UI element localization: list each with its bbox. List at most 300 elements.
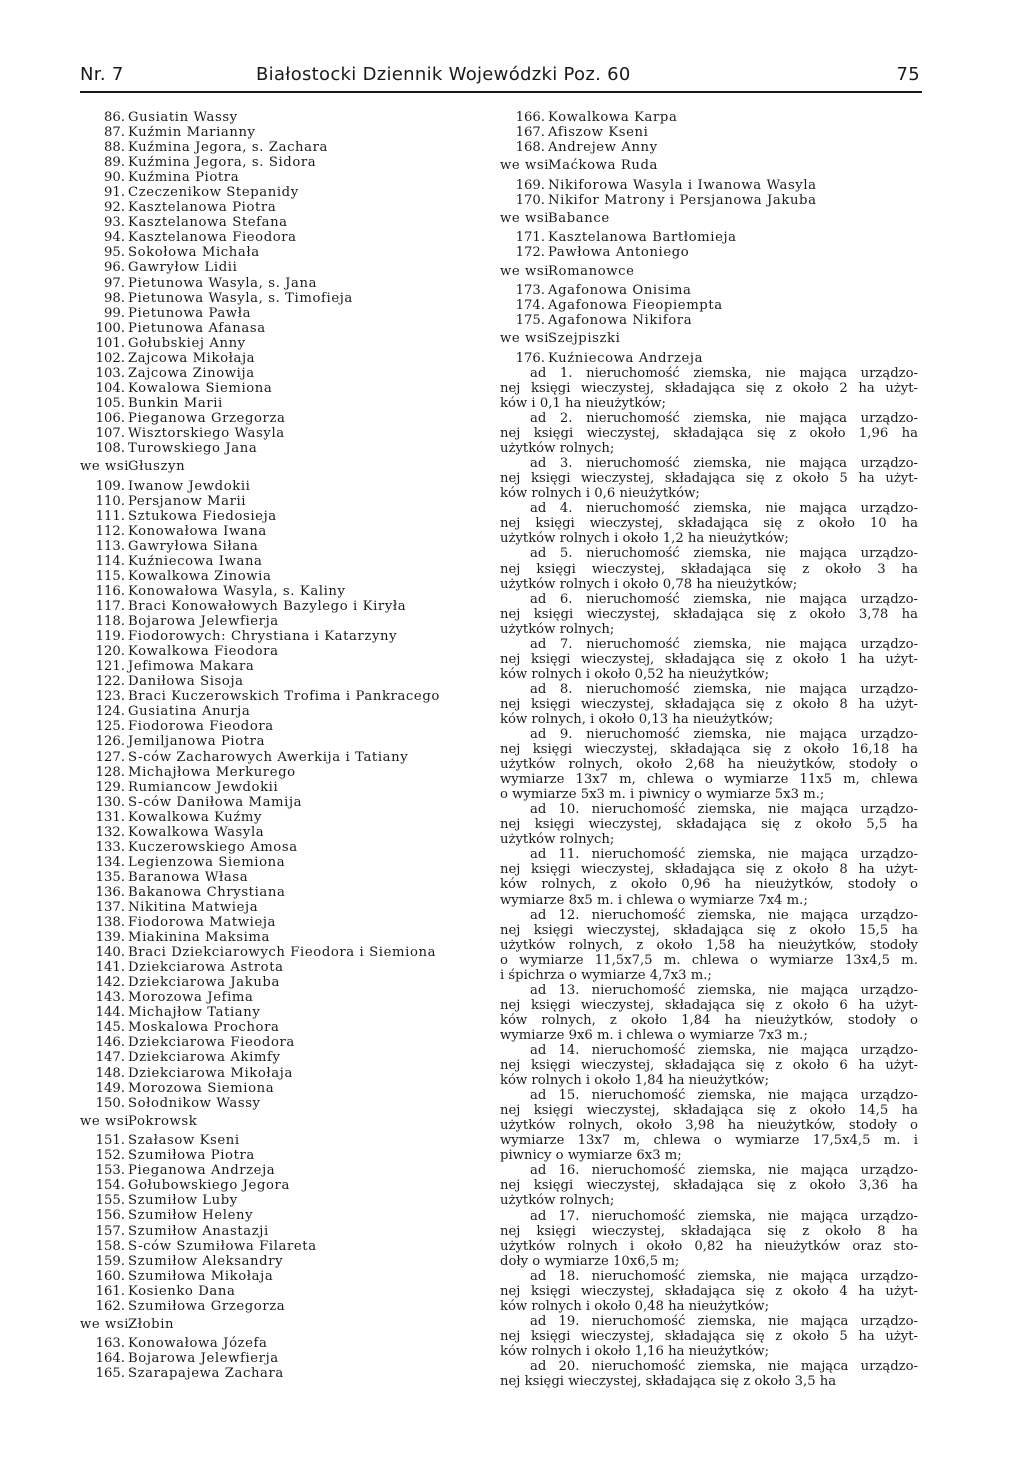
list-item [80,276,480,291]
item-number: 143. [95,990,125,1006]
ad-line: wymiarze 8x5 m. i chlewa o wymiarze 7x4 m.; [500,892,808,908]
item-name: Wisztorskiego Wasyla [128,425,285,441]
item-name: Gołubskiej Anny [128,335,246,351]
item-name: Nikifor Matrony i Persjanowa Jakuba [548,192,817,208]
item-number: 148. [95,1065,125,1081]
ad-paragraph [500,1269,918,1314]
item-name: Fiodorowych: Chrystiana i Katarzyny [128,629,398,645]
village-prefix-wsi: wsi [105,1113,130,1129]
item-number: 130. [95,794,125,810]
item-name: Zajcowa Mikołaja [128,350,256,366]
ad-line: ad 14. nieruchomość ziemska, nie mająca urządzo- [530,1043,918,1058]
village-prefix-we: we [500,263,521,279]
item-name: Kuczerowskiego Amosa [128,839,298,855]
item-number: 100. [95,320,125,336]
ad-paragraph [500,501,918,546]
village-heading [500,208,918,231]
item-name: Sołodnikow Wassy [128,1095,261,1111]
list-item [80,260,480,275]
item-number: 121. [95,659,125,675]
item-name: Kuźmina Jegora, s. Zachara [128,140,328,156]
village-prefix-we: we [80,1113,101,1129]
list-item [80,1066,480,1081]
ad-line: o wymiarze 5x3 m. i piwnicy o wymiarze 5x3 m.; [500,787,825,803]
item-name: Fiodorowa Fieodora [128,719,274,735]
village-name: Maćkowa Ruda [548,158,658,174]
list-item [500,283,918,298]
ad-line: wymiarze 9x6 m. i chlewa o wymiarze 7x3 m.; [500,1027,808,1043]
ad-line: ków rolnych i około 0,48 ha nieużytków; [500,1298,770,1314]
item-name: Dziekciarowa Fieodora [128,1035,295,1051]
item-number: 101. [95,335,125,351]
ad-line: ków rolnych i około 1,16 ha nieużytków; [500,1343,770,1359]
ad-line: ad 16. nieruchomość ziemska, nie mająca urządzo- [530,1163,918,1179]
list-item [500,313,918,328]
list-item [80,215,480,230]
item-number: 176. [515,350,545,366]
ad-line: nej księgi wieczystej, składająca się z około 16,18 ha [500,742,918,758]
ad-line: nej księgi wieczystej, składająca się z około 3 ha [500,561,918,577]
list-item [80,336,480,351]
issue-number: Nr. 7 [80,64,124,85]
list-item [80,900,480,915]
list-item [80,524,480,539]
item-name: Kowalkowa Fieodora [128,644,279,660]
item-number: 161. [95,1283,125,1299]
item-number: 104. [95,380,125,396]
item-number: 94. [104,230,125,246]
item-number: 131. [95,809,125,825]
item-name: Nikitina Matwieja [128,899,259,915]
item-name: Pietunowa Wasyla, s. Jana [128,275,318,291]
list-item [80,825,480,840]
ad-line: użytków rolnych; [500,621,615,637]
item-number: 133. [95,839,125,855]
ad-line: nej księgi wieczystej, składająca się z około 5 ha użyt- [500,471,918,487]
item-name: Szumiłowa Grzegorza [128,1298,286,1314]
list-item [80,614,480,629]
list-item [80,539,480,554]
list-item [80,644,480,659]
item-name: Michajłowa Merkurego [128,764,296,780]
list-item [80,170,480,185]
item-number: 168. [515,140,545,156]
item-name: Szumiłow Aleksandry [128,1253,284,1269]
item-name: Konowałowa Wasyla, s. Kaliny [128,584,346,599]
ad-line: ków i 0,1 ha nieużytków; [500,395,666,411]
item-name: Nikiforowa Wasyla i Iwanowa Wasyla [548,177,817,193]
ad-paragraph [500,1209,918,1269]
list-item [80,321,480,336]
list-item [80,1148,480,1163]
item-name: Szarapajewa Zachara [128,1366,284,1382]
ad-line: ad 5. nieruchomość ziemska, nie mająca urządzo- [530,546,918,562]
item-name: Szumiłow Anastazji [128,1223,269,1239]
village-prefix-we: we [500,210,521,226]
ad-line: piwnicy o wymiarze 6x3 m; [500,1148,682,1164]
list-item [80,1081,480,1096]
list-item [80,110,480,125]
left-column [80,110,480,1382]
item-number: 147. [95,1050,125,1066]
item-name: Szumiłow Heleny [128,1208,254,1224]
list-item [80,689,480,704]
list-item [80,795,480,810]
list-item [80,1163,480,1178]
item-number: 106. [95,410,125,426]
publication-title: Białostocki Dziennik Wojewódzki Poz. 60 [256,64,631,85]
ad-line: ad 10. nieruchomość ziemska, nie mająca urządzo- [530,802,918,818]
list-item [80,1224,480,1239]
list-item [80,960,480,975]
ad-line: użytków rolnych i około 0,78 ha nieużytków; [500,576,798,592]
ad-line: wymiarze 13x7 m, chlewa o wymiarze 17,5x4,5 m. i [500,1133,918,1149]
item-number: 171. [515,230,545,246]
list-item [80,780,480,795]
list-item [80,734,480,749]
list-item [80,479,480,494]
list-item [80,381,480,396]
item-name: Kuźniecowa Iwana [128,553,263,569]
header-rule [80,91,922,93]
item-number: 153. [95,1163,125,1179]
item-number: 174. [515,298,545,314]
village-prefix-we: we [80,1316,101,1332]
item-name: Pawłowa Antoniego [548,245,690,261]
village-name: Szejpiszki [548,331,621,347]
list-item [80,1193,480,1208]
list-item [80,945,480,960]
item-number: 160. [95,1268,125,1284]
ad-line: nej księgi wieczystej, składająca się z około 1 ha użyt- [500,651,918,667]
item-name: Pietunowa Afanasa [128,320,266,336]
item-name: Daniłowa Sisoja [128,674,244,690]
list-item [80,855,480,870]
ad-paragraph [500,1359,918,1389]
list-item [80,674,480,689]
item-number: 149. [95,1080,125,1096]
ad-line: użytków rolnych, około 2,68 ha nieużytków, stodoły o [500,757,918,773]
ad-line: ad 20. nieruchomość ziemska, nie mająca urządzo- [530,1358,918,1374]
ad-paragraph [500,592,918,637]
ad-line: użytków rolnych, z około 1,58 ha nieużytków, stodoły [500,937,918,953]
village-heading [80,1111,480,1134]
item-number: 108. [95,441,125,457]
item-name: Kasztelanowa Stefana [128,215,288,231]
list-item [500,230,918,245]
item-name: Kasztelanowa Piotra [128,200,277,216]
list-item [80,291,480,306]
item-number: 134. [95,854,125,870]
item-number: 136. [95,884,125,900]
item-name: Moskalowa Prochora [128,1020,280,1036]
list-item [80,155,480,170]
item-name: Pietunowa Wasyla, s. Timofieja [128,290,353,306]
ad-paragraph [500,802,918,847]
item-number: 164. [95,1351,125,1367]
ad-line: użytków rolnych, około 3,98 ha nieużytków, stodoły o [500,1118,918,1134]
item-name: S-ców Daniłowa Mamija [128,794,303,810]
item-number: 154. [95,1178,125,1194]
ad-line: doły o wymiarze 10x6,5 m; [500,1253,680,1269]
item-number: 124. [95,704,125,720]
list-item [80,930,480,945]
item-number: 126. [95,734,125,750]
ad-paragraph [500,727,918,802]
item-number: 151. [95,1133,125,1149]
item-number: 144. [95,1005,125,1021]
ad-line: użytków rolnych; [500,441,615,457]
ad-line: nej księgi wieczystej, składająca się z około 6 ha użyt- [500,1058,918,1074]
list-item [80,810,480,825]
item-name: Bojarowa Jelewfierja [128,614,279,630]
list-item [80,704,480,719]
item-name: Szumiłowa Mikołaja [128,1268,274,1284]
item-number: 119. [95,629,125,645]
item-name: Braci Kuczerowskich Trofima i Pankracego [128,689,440,705]
list-item [80,1336,480,1351]
item-number: 137. [95,899,125,915]
ad-line: nej księgi wieczystej, składająca się z około 3,78 ha [500,606,918,622]
item-name: Bakanowa Chrystiana [128,884,286,900]
item-name: Konowałowa Józefa [128,1336,268,1352]
item-number: 96. [104,260,125,276]
item-number: 138. [95,915,125,931]
list-item [80,990,480,1005]
item-name: Legienzowa Siemiona [128,854,286,870]
list-item [80,915,480,930]
ad-line: o wymiarze 11,5x7,5 m. chlewa o wymiarze 13x4,5 m. [500,952,918,968]
item-number: 118. [95,614,125,630]
list-item [80,125,480,140]
item-number: 166. [515,110,545,125]
list-item [80,245,480,260]
list-item [80,719,480,734]
ad-line: nej księgi wieczystej, składająca się z około 1,96 ha [500,426,918,442]
page-header [80,64,920,88]
item-number: 105. [95,395,125,411]
item-name: Kosienko Dana [128,1283,236,1299]
village-prefix-wsi: wsi [525,158,550,174]
item-name: Persjanow Marii [128,493,247,509]
list-item [80,1284,480,1299]
list-item [80,584,480,599]
item-number: 142. [95,975,125,991]
ad-line: nej księgi wieczystej, składająca się z około 2 ha użyt- [500,380,918,396]
item-number: 152. [95,1148,125,1164]
item-number: 150. [95,1095,125,1111]
item-name: Pieganowa Grzegorza [128,410,286,426]
ad-line: nej księgi wieczystej, składająca się z około 10 ha [500,516,918,532]
item-number: 107. [95,425,125,441]
item-number: 86. [104,110,125,125]
item-name: Iwanow Jewdokii [128,478,251,494]
item-number: 92. [104,200,125,216]
item-number: 129. [95,779,125,795]
list-item [80,411,480,426]
item-name: Kowalowa Siemiona [128,380,273,396]
ad-line: ków rolnych i około 0,52 ha nieużytków; [500,666,770,682]
list-item [80,351,480,366]
item-name: Bojarowa Jelewfierja [128,1351,279,1367]
ad-line: nej księgi wieczystej, składająca się z około 15,5 ha [500,922,918,938]
ad-line: nej księgi wieczystej, składająca się z około 8 ha użyt- [500,696,918,712]
village-name: Złobin [128,1316,175,1332]
item-name: Sokołowa Michała [128,245,260,261]
list-item [80,1178,480,1193]
item-name: Dziekciarowa Astrota [128,960,284,976]
ad-line: ków rolnych, z około 1,84 ha nieużytków, stodoły o [500,1012,918,1028]
list-item [500,178,918,193]
village-prefix-wsi: wsi [525,331,550,347]
village-heading [500,261,918,284]
item-name: Kowalkowa Kuźmy [128,809,263,825]
page-number: 75 [896,64,920,85]
item-number: 91. [104,185,125,201]
ad-line: nej księgi wieczystej, składająca się z około 6 ha użyt- [500,997,918,1013]
ad-line: ad 2. nieruchomość ziemska, nie mająca urządzo- [530,411,918,427]
item-name: Baranowa Własa [128,869,249,885]
ad-line: nej księgi wieczystej, składająca się z około 3,5 ha [500,1374,837,1390]
list-item [500,193,918,208]
ad-line: ad 3. nieruchomość ziemska, nie mająca urządzo- [530,456,918,472]
list-item [80,1269,480,1284]
ad-paragraph [500,983,918,1043]
item-name: Morozowa Siemiona [128,1080,275,1096]
item-number: 158. [95,1238,125,1254]
item-name: Gołubowskiego Jegora [128,1178,290,1194]
item-number: 93. [104,215,125,231]
village-prefix-wsi: wsi [105,1316,130,1332]
list-item [80,765,480,780]
item-number: 111. [95,508,125,524]
item-number: 128. [95,764,125,780]
item-name: Agafonowa Nikifora [548,313,693,329]
ad-line: ad 4. nieruchomość ziemska, nie mająca urządzo- [530,501,918,517]
item-number: 88. [104,140,125,156]
item-name: Gusiatina Anurja [128,704,251,720]
list-item [80,659,480,674]
item-number: 115. [95,568,125,584]
ad-line: nej księgi wieczystej, składająca się z około 14,5 ha [500,1103,918,1119]
item-name: Jemiljanowa Piotra [128,734,266,750]
ad-paragraph [500,1314,918,1359]
item-number: 146. [95,1035,125,1051]
list-item [500,245,918,260]
item-number: 170. [515,192,545,208]
list-item [80,840,480,855]
item-name: Miakinina Maksima [128,930,270,946]
ad-line: ków rolnych, i około 0,13 ha nieużytków; [500,711,774,727]
item-name: Zajcowa Zinowija [128,365,255,381]
ad-line: użytków rolnych; [500,1193,615,1209]
list-item [500,351,918,366]
item-name: Szałasow Kseni [128,1133,240,1149]
item-name: Jefimowa Makara [128,659,255,675]
item-number: 163. [95,1336,125,1352]
right-column [500,110,918,1389]
list-item [80,200,480,215]
ad-line: ków rolnych i 0,6 nieużytków; [500,486,700,502]
item-name: Kuźmin Marianny [128,125,256,141]
item-number: 99. [104,305,125,321]
village-prefix-wsi: wsi [525,210,550,226]
item-number: 123. [95,689,125,705]
village-heading [500,328,918,351]
item-name: Rumiancow Jewdokii [128,779,279,795]
village-name: Pokrowsk [128,1113,198,1129]
ad-line: nej księgi wieczystej, składająca się z około 8 ha [500,1223,918,1239]
item-name: Kuźmina Piotra [128,170,240,186]
ad-line: ków rolnych, z około 0,96 ha nieużytków, stodoły o [500,877,918,893]
item-name: Afiszow Kseni [548,125,649,141]
ad-line: ad 7. nieruchomość ziemska, nie mająca urządzo- [530,636,918,652]
ad-line: ad 12. nieruchomość ziemska, nie mająca urządzo- [530,907,918,923]
item-name: Dziekciarowa Jakuba [128,975,280,991]
item-number: 125. [95,719,125,735]
item-number: 120. [95,644,125,660]
item-name: Pieganowa Andrzeja [128,1163,276,1179]
ad-line: użytków rolnych; [500,832,615,848]
ad-paragraph [500,456,918,501]
item-name: Agafonowa Fieopiempta [548,298,723,314]
item-number: 167. [515,125,545,141]
ad-line: ad 1. nieruchomość ziemska, nie mająca urządzo- [530,365,918,381]
item-number: 113. [95,538,125,554]
ad-paragraph [500,908,918,983]
item-number: 102. [95,350,125,366]
list-item [80,494,480,509]
ad-line: i śpichrza o wymiarze 4,7x3 m.; [500,967,712,983]
list-item [80,1208,480,1223]
item-name: Fiodorowa Matwieja [128,915,277,931]
item-number: 165. [95,1366,125,1382]
ad-line: ad 11. nieruchomość ziemska, nie mająca urządzo- [530,847,918,863]
item-name: Kowalkowa Karpa [548,110,678,125]
list-item [80,599,480,614]
list-item [80,554,480,569]
village-prefix-we: we [500,331,521,347]
item-number: 169. [515,177,545,193]
list-item [500,298,918,313]
list-item [80,1050,480,1065]
item-name: Gawryłow Lidii [128,260,238,276]
list-item [500,125,918,140]
list-item [80,1020,480,1035]
ad-paragraph [500,411,918,456]
item-name: Dziekciarowa Mikołaja [128,1065,293,1081]
village-name: Babance [548,210,610,226]
list-item [80,569,480,584]
list-item [80,1096,480,1111]
item-name: Sztukowa Fiedosieja [128,508,277,524]
item-number: 97. [104,275,125,291]
item-number: 89. [104,155,125,171]
list-item [80,426,480,441]
item-name: Bunkin Marii [128,395,223,411]
list-item [80,1035,480,1050]
item-number: 173. [515,283,545,299]
item-number: 109. [95,478,125,494]
ad-line: ad 13. nieruchomość ziemska, nie mająca urządzo- [530,982,918,998]
item-name: S-ców Zacharowych Awerkija i Tatiany [128,749,409,765]
item-number: 159. [95,1253,125,1269]
ad-paragraph [500,637,918,682]
village-heading [80,456,480,479]
item-number: 95. [104,245,125,261]
item-name: Morozowa Jefima [128,990,254,1006]
item-name: Szumiłow Luby [128,1193,238,1209]
